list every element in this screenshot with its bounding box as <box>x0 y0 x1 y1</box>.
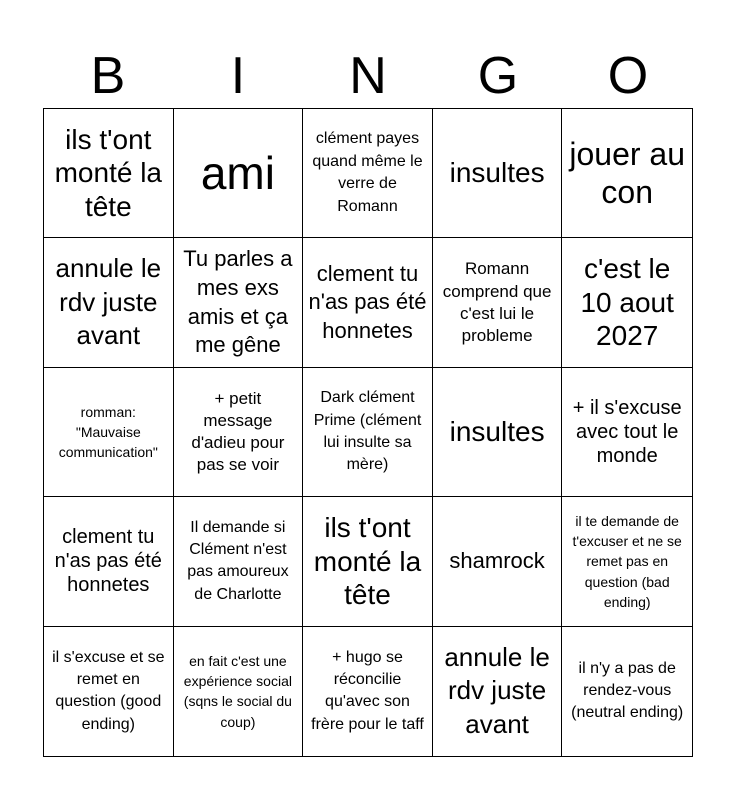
bingo-cell[interactable] <box>433 238 563 367</box>
bingo-cell[interactable] <box>562 627 692 756</box>
cell-text: + hugo se réconcilie qu'avec son frère pour le taff <box>311 648 424 733</box>
bingo-cell[interactable] <box>303 627 433 756</box>
bingo-cell[interactable] <box>174 368 304 497</box>
cell-text: ami <box>200 146 275 199</box>
cell-text: jouer au con <box>569 135 686 211</box>
bingo-cell[interactable] <box>174 109 304 238</box>
bingo-cell[interactable] <box>562 238 692 367</box>
bingo-cell[interactable] <box>562 368 692 497</box>
cell-text: + il s'excuse avec tout le monde <box>572 396 682 467</box>
bingo-cell[interactable] <box>174 238 304 367</box>
cell-text: c'est le 10 aout 2027 <box>580 253 674 352</box>
header-letter-o: O <box>607 47 649 105</box>
bingo-cell[interactable] <box>303 238 433 367</box>
bingo-cell[interactable] <box>303 109 433 238</box>
cell-text: insultes <box>449 416 545 448</box>
bingo-cell[interactable] <box>44 497 174 626</box>
cell-text: annule le rdv juste avant <box>55 252 162 351</box>
cell-text: ils t'ont monté la tête <box>313 512 422 611</box>
cell-text: insultes <box>449 157 545 189</box>
bingo-cell[interactable] <box>44 368 174 497</box>
cell-text: annule le rdv juste avant <box>444 641 550 740</box>
bingo-cell[interactable] <box>174 497 304 626</box>
cell-text: il n'y a pas de rendez-vous (neutral ending) <box>571 659 684 722</box>
cell-text: il s'excuse et se remet en question (good ending) <box>52 648 165 733</box>
bingo-cell[interactable] <box>44 238 174 367</box>
cell-text: romman: "Mauvaise communication" <box>58 403 158 461</box>
bingo-cell[interactable] <box>433 497 563 626</box>
bingo-cell[interactable] <box>562 497 692 626</box>
bingo-cell[interactable] <box>433 109 563 238</box>
bingo-cell[interactable] <box>44 627 174 756</box>
header-letter-g: G <box>477 47 519 105</box>
cell-text: Il demande si Clément n'est pas amoureux de Charlotte <box>187 518 289 603</box>
bingo-header <box>43 44 693 108</box>
bingo-grid <box>43 108 693 757</box>
cell-text: Tu parles a mes exs amis et ça me gêne <box>183 246 293 358</box>
cell-text: clément payes quand même le verre de Romann <box>312 130 423 215</box>
cell-text: il te demande de t'excuser et ne se remet pas en question (bad ending) <box>572 512 682 610</box>
cell-text: shamrock <box>449 548 545 574</box>
header-letter-i: I <box>230 47 246 105</box>
cell-text: ils t'ont monté la tête <box>54 123 162 222</box>
header-letter-n: N <box>349 47 387 105</box>
bingo-cell[interactable] <box>303 368 433 497</box>
cell-text: en fait c'est une expérience social (sqns le social du coup) <box>183 652 292 730</box>
cell-text: Dark clément Prime (clément lui insulte sa mère) <box>313 389 422 474</box>
bingo-cell[interactable] <box>44 109 174 238</box>
bingo-cell[interactable] <box>433 368 563 497</box>
cell-text: Romann comprend que c'est lui le probleme <box>442 259 552 345</box>
bingo-cell[interactable] <box>562 109 692 238</box>
cell-text: + petit message d'adieu pour pas se voir <box>191 388 285 475</box>
cell-text: clement tu n'as pas été honnetes <box>54 526 162 597</box>
bingo-cell[interactable] <box>303 497 433 626</box>
cell-text: clement tu n'as pas été honnetes <box>308 260 427 343</box>
header-letter-b: B <box>90 47 126 105</box>
bingo-cell[interactable] <box>174 627 304 756</box>
bingo-cell[interactable] <box>433 627 563 756</box>
